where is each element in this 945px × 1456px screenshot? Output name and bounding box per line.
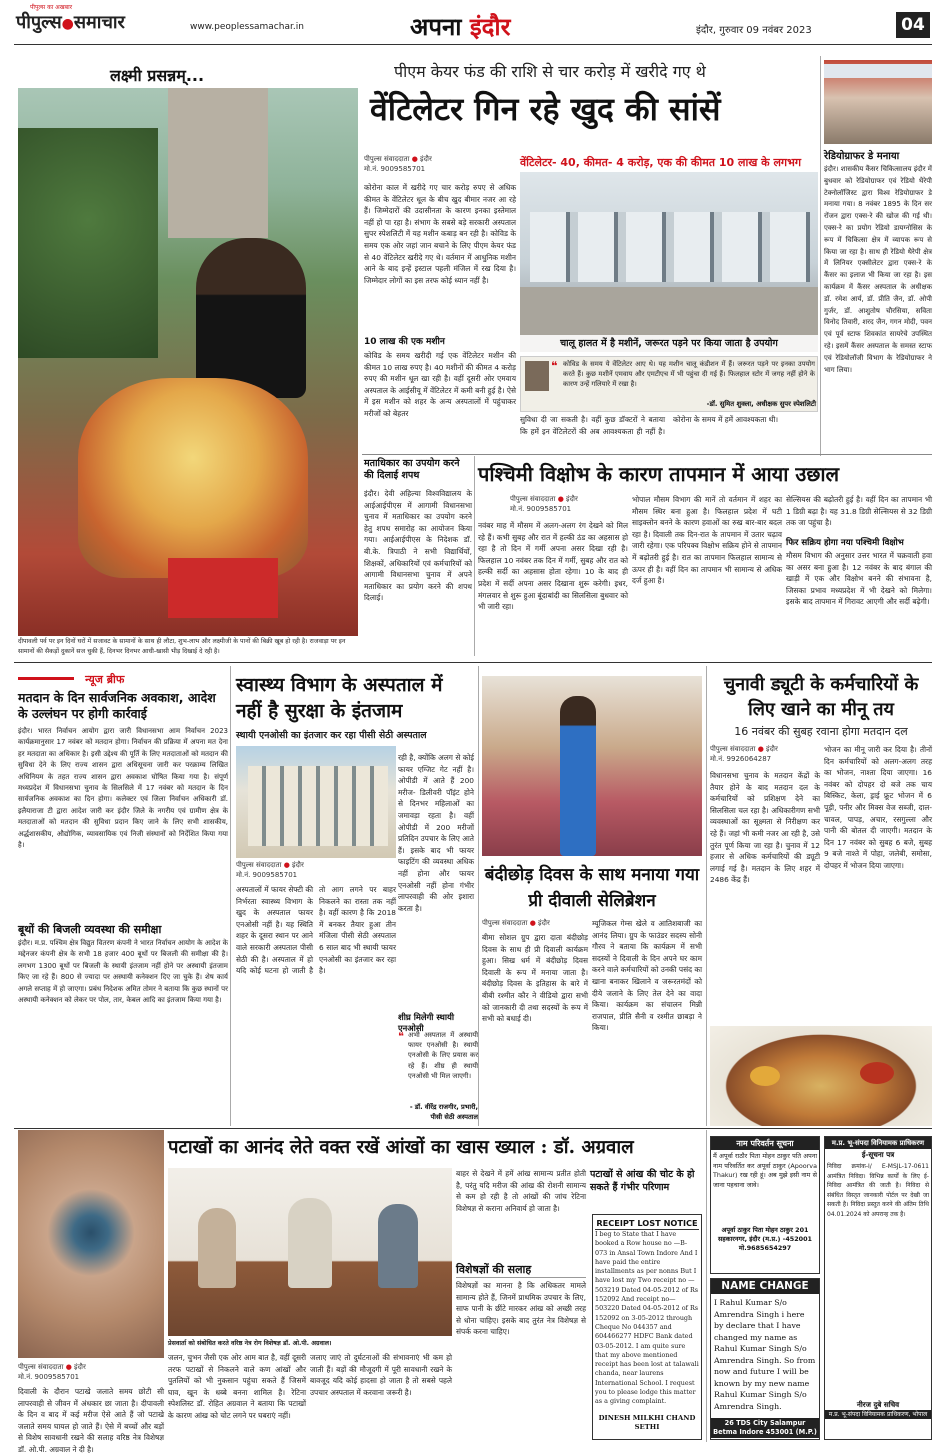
matadhikar-body: इंदौर। देवी अहिल्या विश्वविद्यालय के आईआईपीएस में आगामी विधानसभा चुनाव में मताधिकार का उपयोग करने हेतु शपथ समारोह का आयोजन किया गया। आईआईपीएस के निदेशक डॉ. बी.के. त्रिपाठी ने सभी विद्यार्थियों, शिक्षकों, अधिकारियों एवं कर्मचारियों को आगामी विधानसभा चुनाव में अपने मताधिकार का प्रयोग करने की शपथ दिलाई। bbox=[364, 489, 472, 603]
eyes-headline: पटाखों का आनंद लेते वक्त रखें आंखों का खास ख्याल : डॉ. अग्रवाल bbox=[168, 1137, 634, 1158]
tender-signer: नीरज दुबे सचिव bbox=[856, 1400, 900, 1409]
receipt-body: I beg to State that I have booked a Row house no —B-073 in Ansal Town Indore And I have paid the entire installments as per nonns But I have lost my Two receipt no —503219 Dated 04-05-2012 of Rs 152092 And receipt no—503220 Dated 04-05-2012 of Rs 152092 on 3-05-2012 through Cheque No 044357 and 604466277 HDFC Bank dated 03-05-2012. I am quite sure that my above mentioned receipt has been lost at talawali chanda, near laurens International School. I request you to please lodge this matter as a giving complaint. bbox=[595, 1230, 699, 1406]
rule-mid-1 bbox=[362, 454, 932, 455]
ventilator-quote: कोविड के समय ये वेंटिलेटर आए थे। यह मशीन चालू कंडीशन में हैं। जरूरत पड़ने पर इनका उपयोग करते हैं। कुछ मशीनें एमवाय और एमटीएच में भी पहुंचा दी गई हैं। फिलहाल स्टोर में जगह नहीं होने के कारण उन्हें गलियारे में रखा है। bbox=[563, 360, 815, 388]
lakshmi-caption: दीपावली पर्व पर इन दिनों घरों में सजावट के सामानों के साथ ही लौटा, शुभ-लाभ और लक्ष्मीजी के पानों की बिक्री खूब हो रही है। राजवाड़ा पर इन सामानों की सैकड़ों दुकानें सज चुकी हैं, दिनभर दिनभर आधी-खासी भीड़ दिखाई दे रही है। bbox=[18, 638, 346, 655]
weather-col-1: नवंबर माह में मौसम में अलग-अलग रंग देखने को मिल रहे हैं। कभी सुबह और रात में हल्की ठंड का अहसास हो रहा है तो दिन में गर्मी अपना असर दिखा रही है। फिलहाल 10 नवंबर तक दिन में गर्मी, सुबह और रात को हल्की सर्दी का अहसास होता रहेगा। 10 के बाद ही प्रदेश में सर्दी अपना असर दिखाना शुरू करेगी। इधर, मंगलवार से शुरू हुआ बूंदाबांदी का सिलसिला बुधवार को भी जारी रहा। bbox=[478, 521, 628, 612]
thali-bowl-1 bbox=[750, 1066, 780, 1086]
rule-matadhikar bbox=[474, 456, 475, 656]
ventilator-kicker: पीएम केयर फंड की राशि से चार करोड़ में खरीदे गए थे bbox=[394, 62, 706, 81]
receipt-title: RECEIPT LOST NOTICE bbox=[596, 1218, 698, 1228]
photo-basket bbox=[78, 378, 308, 578]
section-title bbox=[410, 10, 560, 43]
hospital-quote: अभी अस्पताल में अस्थायी फायर एनओसी है। स्थायी एनओसी के लिए प्रयास कर रहे हैं। शीघ्र ही स्थायी एनओसी भी मिल जाएगी। bbox=[408, 1031, 478, 1080]
name-change-hindi-title: नाम परिवर्तन सूचना bbox=[711, 1137, 819, 1150]
press-photo-caption: प्रेसवार्ता को संबोधित करते वरिष्ठ नेत्र रोग विशेषज्ञ डॉ. ओ.पी. अग्रवाल। bbox=[168, 1340, 332, 1347]
banner-strip bbox=[824, 64, 932, 78]
election-byline-name: पीपुल्स संवाददाता bbox=[710, 745, 756, 753]
celebration-photo bbox=[482, 676, 702, 856]
tender-signer-2: म.प्र. भू-संपदा विनियामक प्राधिकरण, भोपाल bbox=[825, 1410, 931, 1419]
name-change-english bbox=[710, 1278, 820, 1440]
photo-crate bbox=[168, 558, 278, 618]
section-title-b: इंदौर bbox=[469, 12, 511, 41]
hospital-quote-by: - डॉ. वीरेंद्र राजगीर, प्रभारी, पीसी सेठी अस्पताल bbox=[409, 1103, 478, 1121]
election-food-col-2: भोजन का मीनू जारी कर दिया है। तीनों दिन कर्मचारियों को अलग-अलग तरह का भोजन, नाश्ता दिया जाएगा। 16 नवंबर को दोपहर दो बजे तक चाय बिस्किट, केला, ड्राई फ्रूट भोजन में 6 पूड़ी, पनीर और मिक्स वेज सब्जी, दाल-चावल, पापड़, अचार, रसगुल्ला और पानी की बोतल दी जाएगी। मतदान के दिन 17 नवंबर को सुबह 6 बजे, सुबह 9 बजे नाश्ते में पोहा, जलेबी, समोसा, दोपहर में भोजन दिया जाएगा। bbox=[824, 745, 932, 870]
ventilator-body-2: कोविड के समय खरीदी गई एक वेंटिलेटर मशीन की कीमत 10 लाख रुपए है। 40 मशीनों की कीमत 4 करोड़ रुपए की मशीन धूल खा रही है। वहीं दूसरी ओर एमवाय अस्पताल के आईसीयू में वेंटिलेटर में कमी बनी हुई है। ऐसे में इस मशीन को शहर के अन्य अस्पतालों में पहुंचाकर मरीजों को बेहतर bbox=[364, 351, 516, 418]
eyes-sub-body: विशेषज्ञों का मानना है कि अधिकतर मामले सामान्य होते हैं, जिनमें प्राथमिक उपचार के लिए, साफ पानी के छींटे मारकर आंख को अच्छी तरह से धोना चाहिए। इसके बाद तुरंत नेत्र विशेषज्ञ से संपर्क करना चाहिए। bbox=[456, 1281, 586, 1337]
eyes-byline-name: पीपुल्स संवाददाता bbox=[18, 1363, 64, 1371]
bandichhod-byline-city: इंदौर bbox=[538, 919, 550, 927]
election-food-byline bbox=[710, 744, 820, 764]
ventilator-row bbox=[530, 212, 810, 282]
bandichhod-byline-name: पीपुल्स संवाददाता bbox=[482, 919, 528, 927]
hospital-photo bbox=[236, 746, 396, 858]
section-title-a: अपना bbox=[410, 12, 462, 41]
election-byline-city: इंदौर bbox=[766, 745, 778, 753]
hospital-building bbox=[248, 766, 388, 846]
receipt-signer: DINESH MILKHI CHAND SETHI bbox=[598, 1414, 696, 1431]
masthead-rule bbox=[14, 44, 932, 45]
standing-woman bbox=[560, 696, 596, 856]
hospital-mobile: मो.नं. 9009585701 bbox=[236, 871, 298, 879]
weather-col-3a: सेल्सियस की बढ़ोतरी हुई है। वहीं दिन का तापमान भी 1 डिग्री बढ़ा है। यह 31.8 डिग्री सेल्सियस से 32 डिग्री तक जा पहुंचा है। bbox=[786, 495, 932, 528]
rule-brief bbox=[230, 666, 231, 1126]
hospital-quote-box bbox=[398, 1030, 478, 1126]
weather-headline: पश्चिमी विक्षोभ के कारण तापमान में आया उछाल bbox=[478, 462, 840, 486]
weather-col-3b: मौसम विभाग की अनुसार उत्तर भारत में चक्रवाती हवा का असर बना हुआ है। 12 नवंबर के बाद बंगाल की खाड़ी में एक और विक्षोभ बनने की संभावना है, जिसका प्रभाव मध्यप्रदेश में भी देखने को मिलेगा। इसके बाद तापमान में गिरावट आएगी और सर्दी बढ़ेगी। bbox=[786, 551, 932, 607]
doctor-photo bbox=[525, 361, 549, 391]
thali-bowl-2 bbox=[860, 1062, 894, 1084]
weather-col-2: भोपाल मौसम विभाग की मानें तो वर्तमान में शहर का मौसम स्थिर बना हुआ है। फिलहाल प्रदेश में घटी साइक्लोन बनने के कारण हवाओं का रुख बार-बार बदल रहा है। दिवाली तक दिन-रात के तापमान में उतार चढ़ाव जारी रहेगा। एक परिपक्व विक्षोभ सक्रिय होने से तापमान में बढ़ोतरी हुई है। रात का तापमान फिलहाल सामान्य से ऊपर ही है। वहीं दिन का तापमान भी सामान्य से अधिक दर्ज हुआ है। bbox=[632, 495, 782, 586]
byline-name: पीपुल्स संवाददाता bbox=[364, 155, 410, 163]
logo-right: समाचार bbox=[73, 12, 125, 33]
ventilator-body-1: कोरोना काल में खरीदे गए चार करोड़ रुपए से अधिक कीमत के वेंटिलेटर धूल के बीच खुद बीमार नजर आ रहे हैं। जिम्मेदारों की उदासीनता के कारण इनका इस्तेमाल नहीं हो पा रहा है। संभाग के सबसे बड़े सरकारी अस्पताल सुपर स्पेशलिटी में यह मशीन कबाड़ बन रही है। कोविड के समय एक ओर जहां जान बचाने के लिए पीएम केयर फंड से 40 वेंटिलेटर खरीदे गए थे। वर्तमान में आधुनिक मशीन आने के बाद इन्हें इस्टाल पहली मंजिल में रख दिया है। जिम्मेदार लोगों का इस तरफ कोई ध्यान नहीं है। bbox=[364, 183, 516, 285]
election-dot-icon: ● bbox=[757, 745, 764, 753]
receipt-notice bbox=[592, 1214, 702, 1440]
weather-byline-name: पीपुल्स संवाददाता bbox=[510, 495, 556, 503]
name-change-en-body: I Rahul Kumar S/o Amrendra Singh i here by declare that I have changed my name as Rahul Kumar Singh S/o Amrendra Singh. So from now and future I will be known by my new name Rahul Kumar Singh S/o Amrendra Singh. bbox=[714, 1298, 816, 1411]
photo-woman bbox=[196, 238, 306, 398]
hospital-sub: स्थायी एनओसी का इंतजार कर रहा पीसी सेठी अस्पताल bbox=[236, 730, 427, 741]
tender-notice bbox=[824, 1136, 932, 1440]
hospital-byline bbox=[236, 860, 396, 880]
name-change-en-title: NAME CHANGE bbox=[711, 1279, 819, 1294]
bandichhod-byline bbox=[482, 918, 588, 928]
weather-dot-icon: ● bbox=[557, 495, 564, 503]
election-food-sub: 16 नवंबर की सुबह रवाना होगा मतदान दल bbox=[734, 725, 908, 738]
ventilator-photo bbox=[520, 172, 818, 352]
brief-body-2: इंदौर। म.प्र. पश्चिम क्षेत्र विद्युत वितरण कंपनी ने भारत निर्वाचन आयोग के आदेश के मद्देनजर कंपनी क्षेत्र के सभी 18 हजार 400 बूथों पर बिजली की समीक्षा की है। लगभग 1300 बूथों पर बिजली के स्थायी इंतजाम नहीं होने पर अस्थायी इंतजाम किए जा रहे हैं। 800 से ज्यादा पर अस्थायी कनेक्शन दिए जा चुके हैं। शेष कार्य अगले सप्ताह में हो जाएगा। प्रबंध निदेशक अमित तोमर ने बताया कि कुछ स्थानों पर अस्थायी कनेक्शन को लेकर पर पोल, तार, केबल आदि का इंतजाम किया गया है। bbox=[18, 939, 228, 1005]
eyes-col-2: जलन, चुभन जैसी एक ओर आम बात है, वहीं दूसरी तरफ पटाखों से निकलने वाले कण आंखों और पुतलियों को भी नुकसान पहुंचा सकते हैं जिसमें घाव, खून के धब्बे बनना शामिल है। रेटिना स्पेशलिस्ट डॉ. रोहित अग्रवाल ने बताया कि पटाखों के कारण आंख को चोट लगने पर घबराएं नहीं। bbox=[168, 1353, 306, 1420]
ventilator-headline: वेंटिलेटर गिन रहे खुद की सांसें bbox=[370, 90, 721, 128]
eyes-col-3: जलाए जाएं तो दुर्घटनाओं की संभावनाएं भी कम हो जाती हैं। बड़ों की मौजूदगी में पूरी सावधानी रखने के बावजूद यदि कोई हादसा हो जाता है तो सबसे पहले उपचार अस्पताल में करवाना जरूरी है। bbox=[310, 1353, 452, 1397]
election-food-col-1: विधानसभा चुनाव के मतदान केंद्रों के तैयार होने के बाद मतदान दल के कर्मचारियों को प्रशिक्षण देने का सिलसिला चल रहा है। अधिकारीगण सभी व्यवस्थाओं का सूक्ष्मता से निरीक्षण कर रहे हैं। जहां भी कमी नजर आ रही है, उसे तुरंत पूर्ण किया जा रहा है। चुनाव में 12 हजार से अधिक कर्मचारियों की ड्यूटी लगाई गई है। मतदान के लिए शहर में 2486 केंद्र हैं। bbox=[710, 771, 820, 885]
weather-mobile: मो.नं. 9009585701 bbox=[510, 505, 572, 513]
byline-mobile: मो.नं. 9009585701 bbox=[364, 165, 426, 173]
eyes-byline-city: इंदौर bbox=[74, 1363, 86, 1371]
radiographer-headline: रेडियोग्राफर डे मनाया bbox=[824, 151, 900, 162]
news-brief-label bbox=[18, 668, 228, 688]
name-change-hindi-body: मैं अपूर्वा राठौर पिता मोहन ठाकुर पति अपना नाम परिवर्तित कर अपूर्वा ठाकुर (Apoorva Thakur) रख रही हूं। अब मुझे इसी नाम से जाना पहचाना जावे। bbox=[713, 1152, 817, 1189]
person-2 bbox=[288, 1198, 332, 1288]
rule-main-1 bbox=[14, 662, 932, 663]
weather-sub: फिर सक्रिय होगा नया पश्चिमी विक्षोभ bbox=[786, 538, 904, 548]
brief-body-1: इंदौर। भारत निर्वाचन आयोग द्वारा जारी विधानसभा आम निर्वाचन 2023 कार्यक्रमानुसार 17 नवंबर को मतदान होगा। निर्वाचन की प्रक्रिया में अपना मत देना हर मतदाता का अधिकार है। इसी उद्देश्य की पूर्ति के लिए मतदाताओं को मतदान की सुविधा देने के लिए राज्य शासन द्वारा अधिसूचना जारी कर परक्राम्य लिखित अधिनियम के तहत राज्य शासन द्वारा अवकाश घोषित किया गया है। संपूर्ण मध्यप्रदेश में विधानसभा चुनाव के सिलसिले में 17 नवंबर को मतदान के दिन सार्वजनिक अवकाश का दिन होगा। कलेक्टर एवं जिला निर्वाचन अधिकारी डॉ. इलैयाराजा टी द्वारा आदेश जारी कर इंदौर जिले के नगरीय एवं ग्रामीण क्षेत्र के मतदाताओं को मतदान की सुविधा प्रदान किए जाने के लिए सभी शासकीय, अर्द्धशासकीय, औद्योगिक, व्यावसायिक एवं निजी संस्थानों को निर्देशित किया गया है। bbox=[18, 727, 228, 850]
byline-dot-icon: ● bbox=[411, 155, 418, 163]
matadhikar-headline: मताधिकार का उपयोग करने की दिलाई शपथ bbox=[364, 458, 460, 481]
radiographer-body: इंदौर। शासकीय कैंसर चिकित्सालय इंदौर में बुधवार को रेडियोग्राफर एवं रेडियो थैरेपी टेक्नोलॉजिस्ट द्वारा विश्व रेडियोग्राफर डे मनाया गया। 8 नवंबर 1895 के दिन सर रोंजन द्वारा एक्स-रे की खोज की गई थी। एक्स-रे का प्रयोग रेडियो डायग्नोसिस के रूप में चिकित्सा क्षेत्र में व्यापक रूप से किया जा रहा है। साथ ही रेडियो थैरेपी क्षेत्र में लिनियर एक्सीलेटर द्वारा एक्स-रे के कैंसर का इलाज भी किया जा रहा है। इस कार्यक्रम में कैंसर अस्पताल के अधीक्षक डॉ. रमेश आर्य, डॉ. प्रीति जैन, डॉ. ओपी गुर्जर, डॉ. आशुतोष चौरसिया, सविता विनोद तिवारी, शरद जैन, गगन मोदी, पवन एवं पूर्व स्टाफ शिवकांत सायरेचे उपस्थित रहे। इसमें कैंसर अस्पताल के समस्त स्टाफ एवं रेडियोलॉजी विभाग के रेडियोग्राफर ने भाग लिया। bbox=[824, 165, 932, 374]
rule-hospital bbox=[478, 666, 479, 1126]
eyes-col-1: दिवाली के दौरान पटाखे जलाते समय छोटी सी लापरवाही से जीवन में अंधकार छा जाता है। दीपावली के दिन व बाद में कई मरीज ऐसे आते हैं जो पटाखे जलाते समय घायल हो जाते हैं। ऐसे में बच्चों और बड़ों से विशेष सावधानी रखने की सलाह वरिष्ठ नेत्र विशेषज्ञ डॉ. ओ.पी. अग्रवाल ने दी है। bbox=[18, 1387, 164, 1454]
ventilator-sub-1: 10 लाख की एक मशीन bbox=[364, 337, 445, 347]
eyes-sub: विशेषज्ञों की सलाह bbox=[456, 1262, 586, 1278]
eyes-col-4: बाहर से देखने में हमें आंख सामान्य प्रतीत होती है, परंतु यदि मरीज की आंख की रोशनी सामान्य से कम हो रही है तो आंखों की जांच रेटिना विशेषज्ञ से कराना अनिवार्य हो जाता है। bbox=[456, 1169, 586, 1213]
rule-main-2 bbox=[14, 1128, 932, 1129]
election-mobile: मो.नं. 9926064287 bbox=[710, 755, 772, 763]
eyes-byline bbox=[18, 1362, 164, 1382]
byline-city: इंदौर bbox=[420, 155, 432, 163]
hospital-dot-icon: ● bbox=[283, 861, 290, 869]
brief-headline-1: मतदान के दिन सार्वजनिक अवकाश, आदेश के उल्लंघन पर होगी कार्रवाई bbox=[18, 690, 216, 721]
election-food-headline: चुनावी ड्यूटी के कर्मचारियों के लिए खाने का मीनू तय bbox=[723, 674, 919, 720]
hospital-sub-2: शीघ्र मिलेगी स्थायी एनओसी bbox=[398, 1012, 455, 1033]
newspaper-logo[interactable] bbox=[16, 10, 186, 36]
name-change-en-address: 26 TDS City Salampur Betma Indore 453001 (M.P.) bbox=[711, 1418, 819, 1438]
photo-tree bbox=[18, 128, 158, 358]
hospital-byline-name: पीपुल्स संवाददाता bbox=[236, 861, 282, 869]
weather-byline-city: इंदौर bbox=[566, 495, 578, 503]
person-1 bbox=[198, 1208, 236, 1288]
hospital-col-b: रही है, क्योंकि अलग से कोई फायर एग्जिट गेट नहीं है। ओपीडी में आते हैं 200 मरीज- डिलीवरी पॉइंट होने से दिनभर महिलाओं का जमावड़ा रहता है। वहीं ओपीडी में 200 मरीजों प्रतिदिन उपचार के लिए आते हैं। इसके बाद भी फायर फाइटिंग की व्यवस्था अधिक नहीं होना और फायर एनओसी नहीं होना गंभीर लापरवाही की ओर इशारा करता है। bbox=[398, 753, 475, 913]
bandichhod-col-2: म्यूजिकल गेम्स खेले व आतिशबाजी का आनंद लिया। ग्रुप के फाउंडर सदस्य सोनी गौरव ने बताया कि कार्यक्रम में सभी सदस्यों ने दिवाली के दिन अपने घर काम करने वाले कर्मचारियों को उनकी पसंद का खाना बनाकर खिलाने व जरूरतमंदों को दीये जलाने के लिए तेल देने का वादा किया। कार्यक्रम का संचालन मिन्नी राजपाल, प्रीति सैनी व रश्मीत छाबड़ा ने किया। bbox=[592, 919, 702, 1033]
rule-classifieds bbox=[706, 1130, 707, 1442]
ventilator-quote-box bbox=[520, 356, 818, 412]
ventilator-quote-by: -डॉ. सुमित शुक्ला, अधीक्षक सुपर स्पेशलिटी bbox=[706, 400, 816, 408]
news-brief-text: न्यूज ब्रीफ bbox=[85, 673, 125, 686]
tender-sub: ई-सूचना पत्र bbox=[861, 1150, 895, 1159]
ventilator-highlight: वेंटिलेटर- 40, कीमत- 4 करोड़, एक की कीमत 10 लाख के लगभग bbox=[520, 156, 802, 169]
bandichhod-col-1: बीमा सोशल ग्रुप द्वारा दाता बंदीछोड़ दिवस के साथ ही प्री दिवाली कार्यक्रम हुआ। सिख धर्म में बंदीछोड़ दिवस दिवाली के रूप में मनाया जाता है। बंदीछोड़ दिवस के इतिहास के बारे में बीबी रश्मीत कौर ने वीडियो द्वारा सभी को जानकारी दी तथा सदस्यों के रूप में सभी को बधाई दी। bbox=[482, 933, 588, 1024]
brief-headline-2: बूथों की बिजली व्यवस्था की समीक्षा bbox=[18, 923, 162, 936]
weather-byline bbox=[510, 494, 630, 514]
eyes-mobile: मो.नं. 9009585701 bbox=[18, 1373, 80, 1381]
quote-mark-icon: ❝ bbox=[551, 359, 558, 373]
logo-tagline: पीपुल्स का अखबार bbox=[30, 4, 73, 11]
photo-building bbox=[168, 88, 268, 238]
name-change-hindi-signer: अपूर्वा ठाकुर पिता मोहन ठाकुर 201 सहकारनगर, इंदौर (म.प्र.) -452001 मो.9685654297 bbox=[717, 1226, 813, 1253]
brief-dash bbox=[18, 677, 74, 680]
radiographer-photo bbox=[824, 60, 932, 144]
site-url[interactable]: www.peoplessamachar.in bbox=[190, 22, 304, 32]
lakshmi-title: लक्ष्मी प्रसन्नम्... bbox=[110, 66, 205, 85]
ventilator-body-3: सुविधा दी जा सकती है। वहीं कुछ डॉक्टरों ने बताया कि हमें इन वेंटिलेटरों की अब आवश्यकता ही नहीं है। कोरोना के समय में हमें आवश्यकता थी। bbox=[520, 415, 779, 436]
hospital-byline-city: इंदौर bbox=[292, 861, 304, 869]
tender-title: म.प्र. भू-संपदा विनियामक प्राधिकरण bbox=[825, 1137, 931, 1149]
bandichhod-headline: बंदीछोड़ दिवस के साथ मनाया गया प्री दीवाली सेलिब्रेशन bbox=[484, 865, 700, 911]
tender-body: निविदा क्रमांक-I/ E-MSJL-17-0611 आमंत्रित निविदा। विभिन्न कार्यों के लिए ई-निविदा आमंत्रित की जाती है। निविदा से संबंधित विस्तृत जानकारी पोर्टल पर देखी जा सकती है। निविदा प्रस्तुत करने की अंतिम तिथि 04.01.2024 को अपरान्ह तक है। bbox=[827, 1163, 929, 1218]
thali-photo bbox=[710, 1026, 932, 1126]
hospital-headline: स्वास्थ्य विभाग के अस्पताल में नहीं है सुरक्षा के इंतजाम bbox=[236, 674, 443, 722]
bandichhod-dot-icon: ● bbox=[529, 919, 536, 927]
logo-dot: ● bbox=[61, 16, 74, 32]
press-conference-photo bbox=[168, 1168, 452, 1336]
hospital-col-a: अस्पतालों में फायर सेफ्टी की निर्भरता स्वास्थ्य विभाग के खुद के अस्पताल फायर एनओसी नहीं है। यह स्थिति शहर के दूसरा स्थान पर आने वाले सरकारी अस्पताल पीसी सेठी की है। अस्पताल में हो यदि कोई घटना हो जाती है तो आग लगने पर बाहर निकलने का रास्ता तक नहीं है। वहीं कारण है कि 2018 में बनकर तैयार हुआ तीन मंजिला पीसी सेठी अस्पताल 6 साल बाद भी स्थायी फायर एनओसी का इंतजार कर रहा है। bbox=[236, 885, 396, 976]
page-number: 04 bbox=[896, 12, 930, 38]
name-change-hindi bbox=[710, 1136, 820, 1274]
person-3 bbox=[378, 1204, 418, 1288]
ventilator-byline bbox=[364, 154, 514, 174]
ventilator-photo-caption: चालू हालत में है मशीनें, जरूरत पड़ने पर किया जाता है उपयोग bbox=[520, 335, 818, 353]
logo-left: पीपुल्स bbox=[16, 12, 62, 33]
eye-closeup-photo bbox=[18, 1130, 164, 1358]
dateline: इंदौर, गुरुवार 09 नवंबर 2023 bbox=[696, 25, 812, 36]
hospital-quote-icon: ❝ bbox=[398, 1030, 404, 1043]
eyes-dot-icon: ● bbox=[65, 1363, 72, 1371]
diwali-market-photo bbox=[18, 88, 358, 636]
eyes-side-title: पटाखों से आंख की चोट के हो सकते हैं गंभीर परिणाम bbox=[590, 1169, 695, 1193]
rule-bandichhod bbox=[706, 666, 707, 1126]
masthead bbox=[0, 0, 945, 44]
rule-right-col bbox=[820, 56, 821, 456]
